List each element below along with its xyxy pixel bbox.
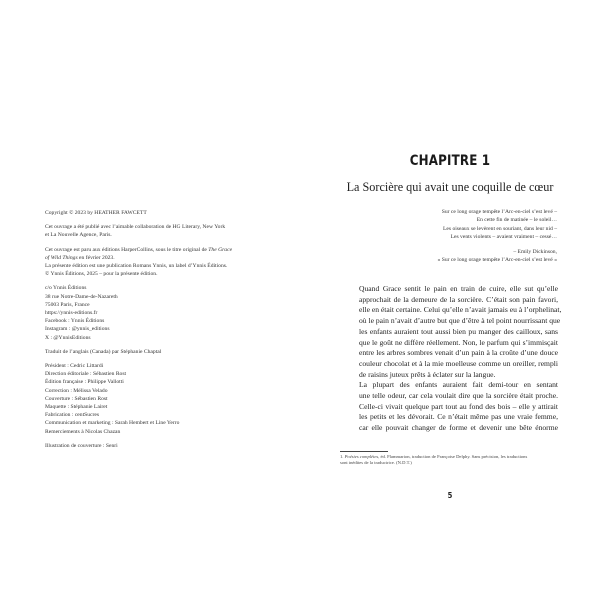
publisher-x: X : @YnnisEditions [45, 334, 91, 341]
publisher-instagram: Instagram : @ynnis_editions [45, 326, 110, 333]
page-number: 5 [447, 491, 453, 500]
chapter-label: CHAPITRE 1 [409, 153, 491, 169]
publisher-address: c/o Ynnis Éditions 38 rue Notre-Dame-de-Nazareth 75003 Paris, France https://ynnis-editions.fr Facebook : Ynnis Éditions Instagram : @ynnis_editions X : @YnnisEditions [45, 284, 280, 341]
footnote-number: 1. [340, 454, 344, 459]
original-title: The Grace [208, 246, 233, 253]
body-paragraph: La plupart des enfants auraient fait demi-tour en sentant une telle odeur, car cela voulait dire que la sorcière était proche. Celle-ci vivait quelque part tout au fond des bois – elle y attirait les petits et les dévorait. Ce n’était même pas une vraie femme, car elle pouvait changer de forme et devenir une bête énorme [359, 380, 558, 433]
collaboration-notice: Cet ouvrage a été publié avec l’aimable collaboration de HG Literary, New York et La Nouvelle Agence, Paris. [45, 224, 226, 239]
staff-credits: Président : Cedric Littardi Direction éditoriale : Sébastien Rost Édition française : Philippe Vallotti Correction : Mélissa Velado Couverture : Sébastien Rost Maquette : Stéphanie Lairet Fabrication : centSucres Communication et marketing : Sarah Hembert et Line Yerro Remerciements à Nicolas Chazan [45, 363, 180, 435]
illustration-credit: Illustration de couverture : Senri [45, 442, 118, 449]
publisher-facebook: Facebook : Ynnis Éditions [45, 318, 105, 325]
footnote-rule [340, 451, 388, 452]
epigraph-verse: En cette fin de matinée – le soleil… [476, 217, 557, 224]
right-page [300, 0, 600, 600]
footnote-book-title: Poésies complètes [344, 454, 379, 459]
epigraph-verse: Sur ce long orage tempête l’Arc-en-ciel s’est levé – [441, 209, 557, 215]
epigraph-verse: Les vents violents – avaient vraiment – cessé… [450, 234, 557, 241]
publisher-website: https://ynnis-editions.fr [45, 310, 98, 317]
original-edition-notice: Cet ouvrage est paru aux éditions HarperCollins, sous le titre original de The Grace of Wild Things en février 2023. La présente édition est une publication Romans Ynnis, un label d’Ynnis Éditions. © Ynnis Éditions, 2025 – pour la présente édition. [45, 246, 233, 278]
footnote: 1. Poésies complètes, éd. Flammarion, traduction de Françoise Delphy. Sans précision, les traductions sont inédites de la traductrice. (N.D.T.) [340, 454, 528, 466]
epigraph-attribution-author: – Emily Dickinson, [513, 248, 557, 255]
chapter-title: La Sorcière qui avait une coquille de cœur [346, 180, 554, 194]
translation-credit: Traduit de l’anglais (Canada) par Stéphanie Chaptal [45, 348, 162, 355]
original-title-cont: of Wild Things [45, 254, 78, 261]
epigraph-attribution-source: « Sur ce long orage tempête l’Arc-en-ciel s’est levé » [437, 257, 557, 264]
chapter-body [340, 284, 562, 434]
copyright-block [45, 209, 280, 456]
body-paragraph: Quand Grace sentit le pain en train de cuire, elle sut qu’elle approchait de la demeure de la sorcière. C’était son pain favori, elle en était certaine. Celui qu’elle n’avait jamais eu à l’orphelinat, où le pain n’avait d’autre but que d’être à tel point nourrissant que les enfants auraient tout aussi bien pu manger des cailloux, sans que le goût ne diffère réellement. Non, le parfum qui s’immisçait entre les arbres sombres venait d’un pain à la croûte d’une douce couleur chocolat et à la mie moelleuse comme un oreiller, rempli de raisins juteux prêts à éclater sur la langue. [359, 284, 562, 379]
epigraph-verse: Les oiseaux se levèrent en souriant, dans leur nid – [442, 225, 557, 232]
copyright-notice: Copyright © 2023 by HEATHER FAWCETT [45, 210, 147, 216]
epigraph [438, 208, 557, 264]
